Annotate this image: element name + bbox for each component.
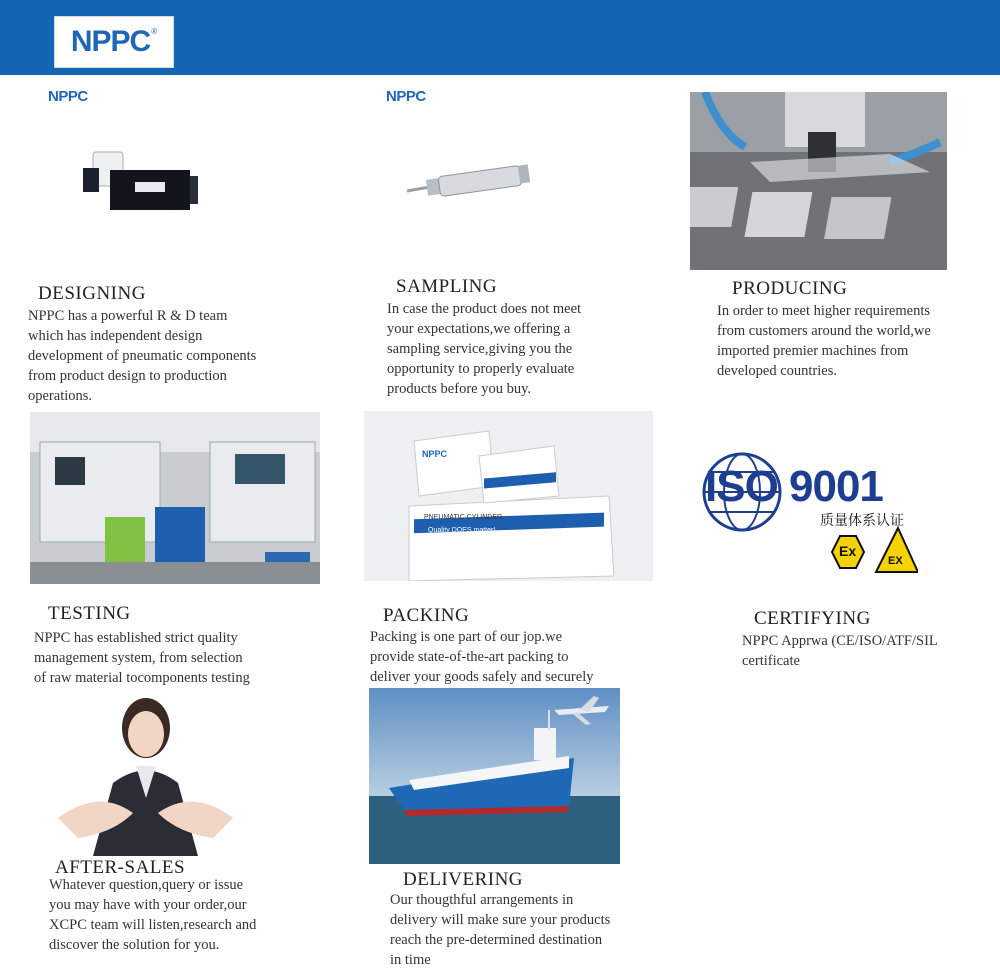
delivering-heading: DELIVERING — [403, 869, 524, 890]
support-agent-icon — [38, 688, 253, 856]
ex-text: EX — [888, 555, 903, 567]
sampling-heading: SAMPLING — [396, 276, 498, 297]
designing-description: NPPC has a powerful R & D team which has independent design development of pneumatic components from product design to production operations. — [28, 308, 257, 404]
nppc-logo[interactable] — [54, 16, 174, 68]
producing-description: In order to meet higher requirements from customers around the world,we imported premier machines from developed countries. — [717, 303, 931, 379]
ex-mark: Ex — [839, 543, 857, 559]
header-bar — [0, 0, 1000, 75]
sampling-description: In case the product does not meet your expectations,we offering a sampling service,giving you the opportunity to properly evaluate products before you buy. — [387, 301, 582, 397]
testing-lab-photo — [30, 412, 320, 584]
solenoid-valve-icon — [55, 130, 235, 250]
pneumatic-cylinder-icon — [395, 135, 550, 245]
producing-heading: PRODUCING — [732, 278, 848, 299]
ship-and-plane-photo — [369, 688, 620, 864]
box-label: PNEUMATIC CYLINDER — [424, 514, 503, 521]
customer-service-photo — [38, 688, 253, 856]
pneumatic-cylinder-photo — [395, 135, 550, 245]
cargo-ship-icon — [369, 688, 620, 864]
small-nppc-logo: NPPC — [386, 88, 426, 105]
designing-heading: DESIGNING — [38, 283, 146, 304]
registered-mark: ® — [151, 27, 158, 36]
small-nppc-logo: NPPC — [48, 88, 88, 105]
solenoid-valve-photo — [55, 130, 235, 250]
iso-9001-text: ISO 9001 — [705, 462, 883, 511]
test-bench-icon — [30, 412, 320, 584]
after-sales-description: Whatever question,query or issue you may have with your order,our XCPC team will listen,research and discover the solution for you. — [49, 877, 257, 953]
cnc-machining-photo — [690, 92, 947, 270]
packing-description: Packing is one part of our jop.we provide state-of-the-art packing to deliver your goods safely and securely — [370, 629, 594, 685]
certifying-description: NPPC Apprwa (CE/ISO/ATF/SIL certificate — [742, 633, 938, 669]
box-brand: NPPC — [422, 449, 448, 459]
iso-chinese-text: 质量体系认证 — [820, 513, 904, 529]
cnc-machine-icon — [690, 92, 947, 270]
packing-boxes-photo — [364, 411, 653, 581]
testing-heading: TESTING — [48, 603, 131, 624]
certifying-heading: CERTIFYING — [754, 608, 871, 629]
packing-heading: PACKING — [383, 605, 470, 626]
after-sales-heading: AFTER-SALES — [55, 857, 186, 878]
packing-box-icon — [364, 411, 653, 581]
logo-text: NPPC — [70, 25, 151, 58]
iso-certificate-graphic — [700, 440, 918, 575]
testing-description: NPPC has established strict quality management system, from selection of raw material tocomponents testing — [34, 630, 250, 686]
box-slogan: Quality DOES matter! — [428, 527, 496, 534]
delivering-description: Our thougthful arrangements in delivery will make sure your products reach the pre-determined destination in time — [390, 892, 611, 968]
